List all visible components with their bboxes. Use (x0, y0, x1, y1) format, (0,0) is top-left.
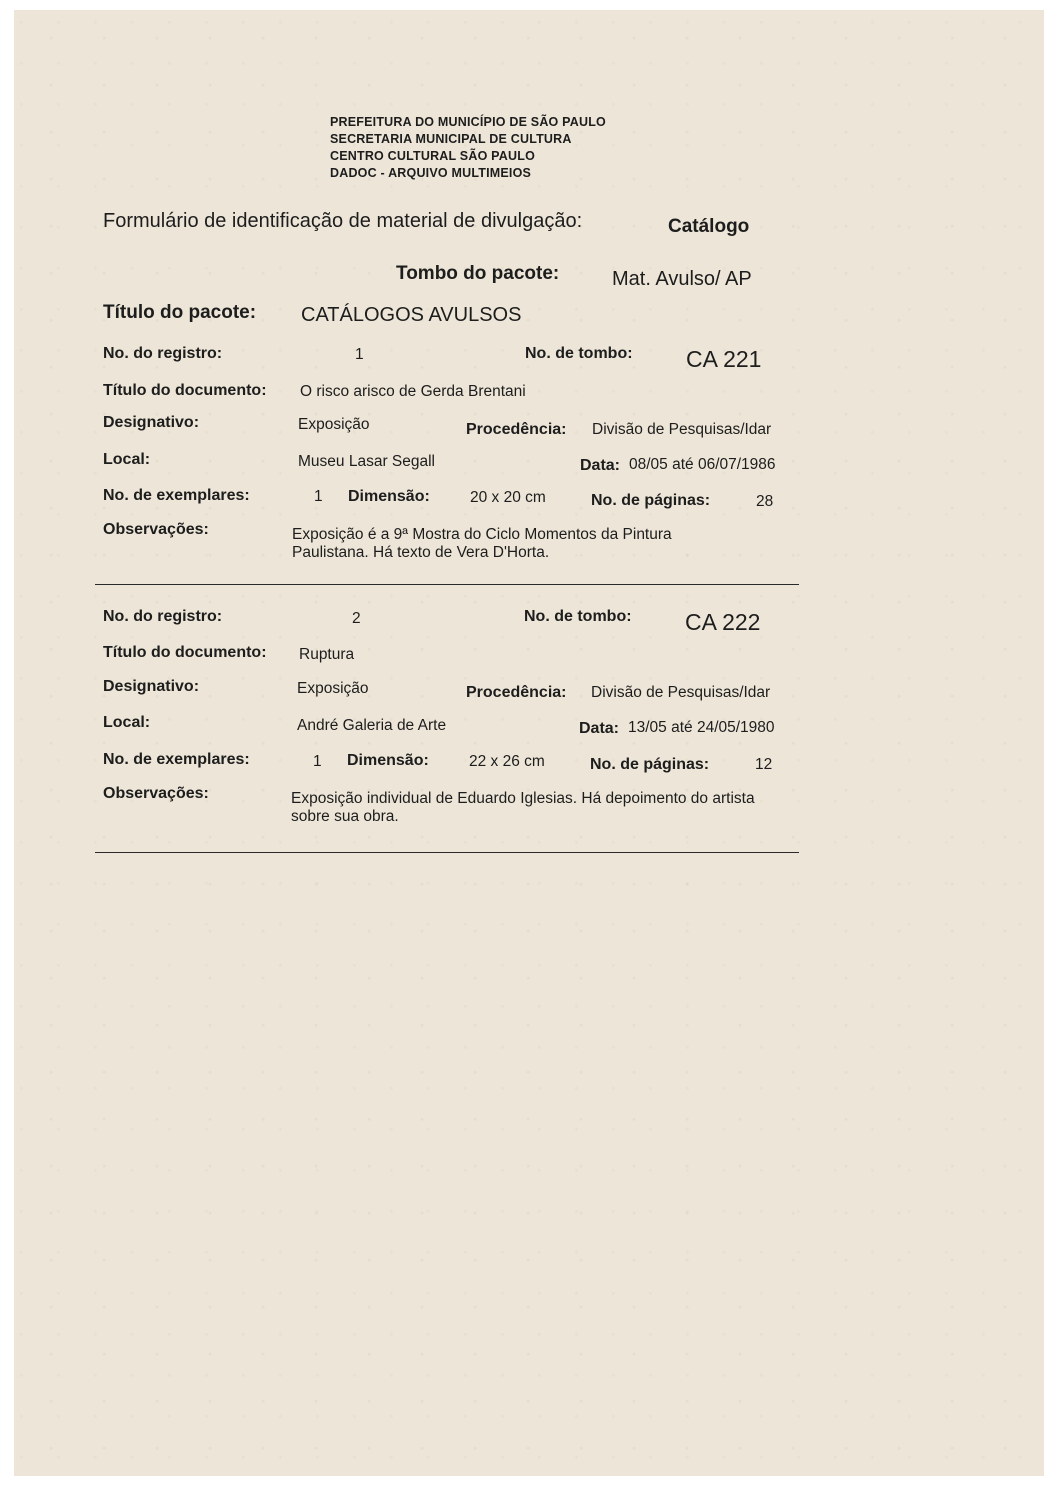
institution-line: SECRETARIA MUNICIPAL DE CULTURA (330, 132, 572, 146)
observacoes-value: Exposição individual de Eduardo Iglesias. Há depoimento do artista sobre sua obra. (291, 790, 755, 825)
registro-value: 2 (352, 610, 361, 627)
local-value: André Galeria de Arte (297, 717, 447, 734)
paginas-label: No. de páginas: (591, 492, 711, 509)
record-divider (95, 852, 799, 853)
tombo-value: CA 221 (686, 346, 762, 372)
designativo-label: Designativo: (103, 678, 200, 695)
exemplares-label: No. de exemplares: (103, 751, 250, 768)
titulo-pacote-value: CATÁLOGOS AVULSOS (301, 304, 522, 326)
registro-label: No. do registro: (103, 608, 223, 625)
dimensao-label: Dimensão: (348, 488, 430, 505)
designativo-value: Exposição (298, 416, 370, 433)
tombo-pacote-value: Mat. Avulso/ AP (612, 268, 752, 290)
registro-value: 1 (355, 346, 364, 363)
procedencia-label: Procedência: (466, 421, 567, 438)
paginas-value: 12 (755, 756, 773, 773)
titulo-documento-label: Título do documento: (103, 382, 267, 399)
procedencia-value: Divisão de Pesquisas/Idar (591, 684, 771, 701)
local-label: Local: (103, 451, 151, 468)
data-value: 13/05 até 24/05/1980 (628, 719, 775, 736)
designativo-value: Exposição (297, 680, 369, 697)
registro-label: No. do registro: (103, 345, 223, 362)
titulo-documento-value: Ruptura (299, 646, 355, 663)
tombo-label: No. de tombo: (524, 608, 632, 625)
institution-header (330, 114, 606, 182)
data-label: Data: (580, 457, 621, 474)
tombo-pacote-label: Tombo do pacote: (396, 263, 560, 284)
exemplares-value: 1 (313, 753, 322, 770)
local-value: Museu Lasar Segall (298, 453, 435, 470)
institution-line: DADOC - ARQUIVO MULTIMEIOS (330, 166, 532, 180)
titulo-documento-label: Título do documento: (103, 644, 267, 661)
paginas-label: No. de páginas: (590, 756, 710, 773)
data-value: 08/05 até 06/07/1986 (629, 456, 776, 473)
tombo-value: CA 222 (685, 609, 761, 635)
local-label: Local: (103, 714, 151, 731)
procedencia-value: Divisão de Pesquisas/Idar (592, 421, 772, 438)
exemplares-label: No. de exemplares: (103, 487, 250, 504)
procedencia-label: Procedência: (466, 684, 567, 701)
data-label: Data: (579, 720, 620, 737)
observacoes-label: Observações: (103, 785, 209, 802)
form-title: Formulário de identificação de material de divulgação: (103, 210, 583, 232)
designativo-label: Designativo: (103, 414, 200, 431)
institution-line: CENTRO CULTURAL SÃO PAULO (330, 149, 535, 163)
dimensao-value: 20 x 20 cm (470, 489, 546, 506)
dimensao-value: 22 x 26 cm (469, 753, 545, 770)
observacoes-label: Observações: (103, 521, 209, 538)
paginas-value: 28 (756, 493, 774, 510)
titulo-documento-value: O risco arisco de Gerda Brentani (300, 383, 526, 400)
observacoes-value: Exposição é a 9ª Mostra do Ciclo Momentos da Pintura Paulistana. Há texto de Vera D'Horta. (292, 526, 672, 561)
institution-line: PREFEITURA DO MUNICÍPIO DE SÃO PAULO (330, 115, 606, 129)
form-type: Catálogo (668, 216, 750, 237)
record-divider (95, 584, 799, 585)
dimensao-label: Dimensão: (347, 752, 429, 769)
exemplares-value: 1 (314, 488, 323, 505)
tombo-label: No. de tombo: (525, 345, 633, 362)
titulo-pacote-label: Título do pacote: (103, 302, 257, 323)
